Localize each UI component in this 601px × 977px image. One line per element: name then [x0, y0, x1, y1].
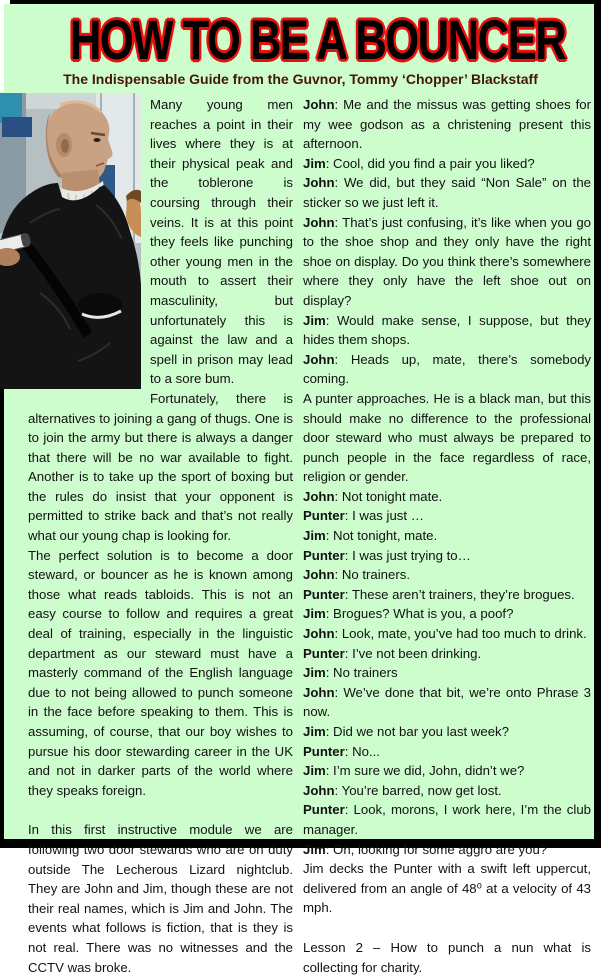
narration-line: A punter approaches. He is a black man, but this should make no difference to the professional door steward who must always be prepared to punch people in the face regardless of race, religion or gender.	[303, 390, 591, 485]
speaker-name: Jim	[303, 528, 326, 544]
bouncer-photo	[0, 93, 141, 389]
left-column-text	[28, 95, 293, 977]
speaker-name: John	[303, 351, 335, 367]
dialogue-line: John: Not tonight mate.	[303, 488, 443, 504]
page-title	[0, 8, 601, 71]
speaker-name: Jim	[303, 606, 326, 622]
dialogue-line: John: Look, mate, you’ve had too much to drink.	[303, 626, 587, 642]
dialogue-line: John: We did, but they said “Non Sale” on the sticker so we just left it.	[303, 175, 591, 210]
speaker-name: Punter	[303, 743, 345, 759]
dialogue-line: Punter: No...	[303, 743, 380, 759]
dialogue-line: Punter: These aren’t trainers, they’re brogues.	[303, 586, 575, 602]
page-title-text: HOW TO BE A BOUNCER	[69, 8, 566, 71]
dialogue-line: Punter: I’ve not been drinking.	[303, 645, 482, 661]
dialogue-line: Jim: No trainers	[303, 665, 398, 681]
dialogue-line: Jim: Cool, did you find a pair you liked?	[303, 155, 535, 171]
speaker-name: John	[303, 175, 335, 191]
dialogue-line: Punter: Look, morons, I work here, I’m the club manager.	[303, 802, 591, 837]
speaker-name: John	[303, 567, 335, 583]
dialogue-line: Punter: I was just …	[303, 508, 424, 524]
dialogue-line: John: You’re barred, now get lost.	[303, 782, 502, 798]
dialogue-column	[303, 95, 591, 977]
dialogue-line: Jim: I’m sure we did, John, didn’t we?	[303, 763, 525, 779]
narration-line: Jim decks the Punter with a swift left uppercut, delivered from an angle of 48⁰ at a velocity of 43 mph.	[303, 861, 591, 916]
speaker-name: John	[303, 214, 335, 230]
speaker-name: John	[303, 97, 335, 112]
speaker-name: John	[303, 782, 335, 798]
article-paragraph: Many young men reaches a point in their lives where they is at their physical peak and the toblerone is coursing through their veins. It is at this point they feels like punching other young men in the mouth to assert their masculinity, but unfortunately this is against the law and a spell in prison may lead to a sore bum.	[150, 97, 293, 387]
speaker-name: Jim	[303, 155, 326, 171]
speaker-name: Jim	[303, 841, 326, 857]
article-paragraph: Fortunately, there is alternatives to joining a gang of thugs. One is to join the army but there is always a danger that there will be no war available to fight. Another is to take up the sport of boxing but the rules do insist that your opponent is permitted to strike back and that’s not really what our young chap is looking for.	[28, 390, 293, 544]
dialogue-line: John: That’s just confusing, it’s like when you go to the shoe shop and they only have the right shoe on display. Do you think there’s somewhere where they only have the left shoe out on display?	[303, 214, 591, 308]
dialogue-line: Jim: Brogues? What is you, a poof?	[303, 606, 514, 622]
speaker-name: Punter	[303, 547, 345, 563]
article-columns	[28, 95, 591, 977]
speaker-name: John	[303, 488, 335, 504]
dialogue-line: Punter: I was just trying to…	[303, 547, 471, 563]
speaker-name: John	[303, 626, 335, 642]
narration-line: Lesson 2 – How to punch a nun what is collecting for charity.	[303, 939, 591, 975]
speaker-name: Jim	[303, 763, 326, 779]
photo-jacket	[0, 183, 141, 389]
bouncer-photo-illustration	[0, 93, 141, 389]
speaker-name: Punter	[303, 508, 345, 524]
speaker-name: Jim	[303, 312, 326, 328]
speaker-name: Punter	[303, 645, 345, 661]
dialogue-line: Jim: Oh, looking for some aggro are you?	[303, 841, 548, 857]
dialogue-line: John: No trainers.	[303, 567, 411, 583]
article-paragraph: The perfect solution is to become a door steward, or bouncer as he is known among those what reads tabloids. This is not an easy course to follow and requires a great deal of training, especially in the linguistic department as our steward must have a masterly command of the English language due to not being allowed to punch someone in the face before speaking to them. This is assuming, of course, that our boy wishes to pursue his door stewarding career in the UK and not in darker parts of the world where they speaks foreign.	[28, 547, 293, 798]
speaker-name: Jim	[303, 665, 326, 681]
dialogue-line: John: We’ve done that bit, we’re onto Phrase 3 now.	[303, 684, 591, 720]
dialogue-line: John: Heads up, mate, there’s somebody coming.	[303, 351, 591, 387]
dialogue-line: John: Me and the missus was getting shoes for my wee godson as a christening present this afternoon.	[303, 97, 591, 152]
speaker-name: Punter	[303, 802, 345, 818]
photo-head	[46, 102, 113, 183]
article-paragraph: In this first instructive module we are following two door stewards who are on duty outside The Lecherous Lizard nightclub. They are John and Jim, though these are not their real names, which is Jim and John. The events what follows is fiction, that is they is not real. There was no witnesses and the CCTV was broke.	[28, 822, 293, 975]
dialogue-line: Jim: Would make sense, I suppose, but they hides them shops.	[303, 312, 591, 348]
page-subtitle: The Indispensable Guide from the Guvnor, Tommy ‘Chopper’ Blackstaff	[63, 71, 538, 87]
speaker-name: Jim	[303, 724, 326, 739]
speaker-name: Punter	[303, 586, 345, 602]
speaker-name: John	[303, 684, 335, 700]
dialogue-line: Jim: Did we not bar you last week?	[303, 724, 509, 739]
dialogue-line: Jim: Not tonight, mate.	[303, 528, 438, 544]
